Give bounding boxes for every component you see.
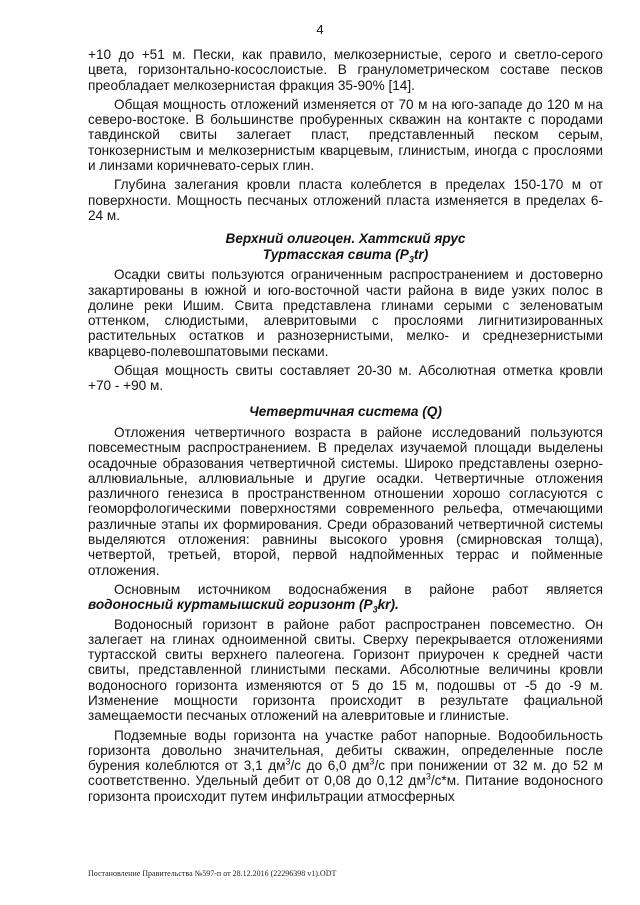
paragraph-suite-thickness: Общая мощность свиты составляет 20-30 м. Абсолютная отметка кровли +70 - +90 м. bbox=[88, 363, 603, 394]
groundwater-text-c: /с при понижении от 32 м. до 52 м соответственно. Удельный дебит от 0,08 до 0,12 дм bbox=[88, 758, 603, 789]
groundwater-text-d: /с*м. Питание водоносного горизонта происходит путем инфильтрации атмосферных bbox=[88, 773, 603, 804]
paragraph-aquifer: Водоносный горизонт в районе работ распространен повсеместно. Он залегает на глинах одноименной свиты. Сверху перекрывается отложениями туртасской свиты верхнего палеогена. Горизонт приурочен к средней части свиты, представленной глинистыми песками. Абсолютные величины кровли водоносного горизонта изменяются от 5 до 15 м, подошвы от -5 до -9 м. Изменение мощности горизонта происходит в результате фациальной замещаемости песчаных отложений на алевритовые и глинистые. bbox=[88, 616, 603, 724]
paragraph-suite-deposits: Осадки свиты пользуются ограниченным распространением и достоверно закартированы в южной и юго-восточной части района в виде узких полос в долине реки Ишим. Свита представлена глинами серыми с зеленоватым оттенком, слюдистыми, алевритовыми с прослоями лигнитизированных растительных остатков и разнозернистыми, мелко- и среднезернистыми кварцево-полевошпатовыми песками. bbox=[88, 267, 603, 359]
paragraph-water-source bbox=[88, 582, 603, 613]
water-source-lead: Основным источником водоснабжения в районе работ является bbox=[114, 581, 603, 597]
paragraph-depth: Глубина залегания кровли пласта колеблется в пределах 150-170 м от поверхности. Мощность песчаных отложений пласта изменяется в пределах 6-24 м. bbox=[88, 177, 603, 223]
heading-turtas-tail: tr) bbox=[413, 247, 429, 263]
sup-cubed-3: 3 bbox=[425, 771, 431, 782]
aquifer-sub: 3 bbox=[372, 604, 378, 615]
heading-turtas-sub: 3 bbox=[408, 254, 414, 265]
aquifer-name: водоносный куртамышский горизонт (P bbox=[88, 597, 373, 613]
heading-oligocene-line1: Верхний олигоцен. Хаттский ярус bbox=[225, 231, 466, 247]
paragraph-thickness: Общая мощность отложений изменяется от 70 м на юго-западе до 120 м на северо-востоке. В большинстве пробуренных скважин на контакте с породами тавдинской свиты залегает пласт, представленный песком серым, тонкозернистым и мелкозернистым кварцевым, глинистым, иногда с прослоями и линзами коричневато-серых глин. bbox=[88, 96, 603, 174]
heading-turtas-suite bbox=[88, 247, 603, 263]
document-body bbox=[88, 47, 603, 808]
heading-quaternary: Четвертичная система (Q) bbox=[249, 403, 442, 419]
page-number: 4 bbox=[316, 22, 324, 37]
document-footer: Постановление Правительства №597-п от 28.12.2016 (22296398 v1).ODT bbox=[88, 869, 337, 878]
paragraph-sands-grain: +10 до +51 м. Пески, как правило, мелкозернистые, серого и светло-серого цвета, горизонтально-косослоистые. В гранулометрическом составе песков преобладает мелкозернистая фракция 35-90% [14]. bbox=[88, 47, 603, 93]
paragraph-quaternary: Отложения четвертичного возраста в районе исследований пользуются повсеместным распространением. В пределах изучаемой площади выделены осадочные образования четвертичной системы. Широко представлены озерно-аллювиальные, аллювиальные и другие осадки. Четвертичные отложения различного генезиса в пространственном отношении хорошо согласуются с геоморфологическими поверхностями современного рельефа, отмечающими различные этапы их формирования. Среди образований четвертичной системы выделяются отложения: равнины высокого уровня (смирновская толща), четвертой, третьей, второй, первой надпойменных террас и пойменные отложения. bbox=[88, 424, 603, 578]
aquifer-tail: kr). bbox=[377, 597, 399, 613]
paragraph-groundwater bbox=[88, 728, 603, 804]
sup-cubed-1: 3 bbox=[285, 756, 291, 767]
groundwater-text-a: Подземные воды горизонта на участке работ напорные. Водообильность горизонта довольно значительная, дебиты скважин, определенные после бурения колеблются от 3,1 дм bbox=[88, 727, 603, 774]
sup-cubed-2: 3 bbox=[369, 756, 375, 767]
heading-upper-oligocene bbox=[88, 231, 603, 263]
heading-turtas-text: Туртасская свита (P bbox=[262, 247, 409, 263]
groundwater-text-b: /с до 6,0 дм bbox=[290, 758, 370, 774]
